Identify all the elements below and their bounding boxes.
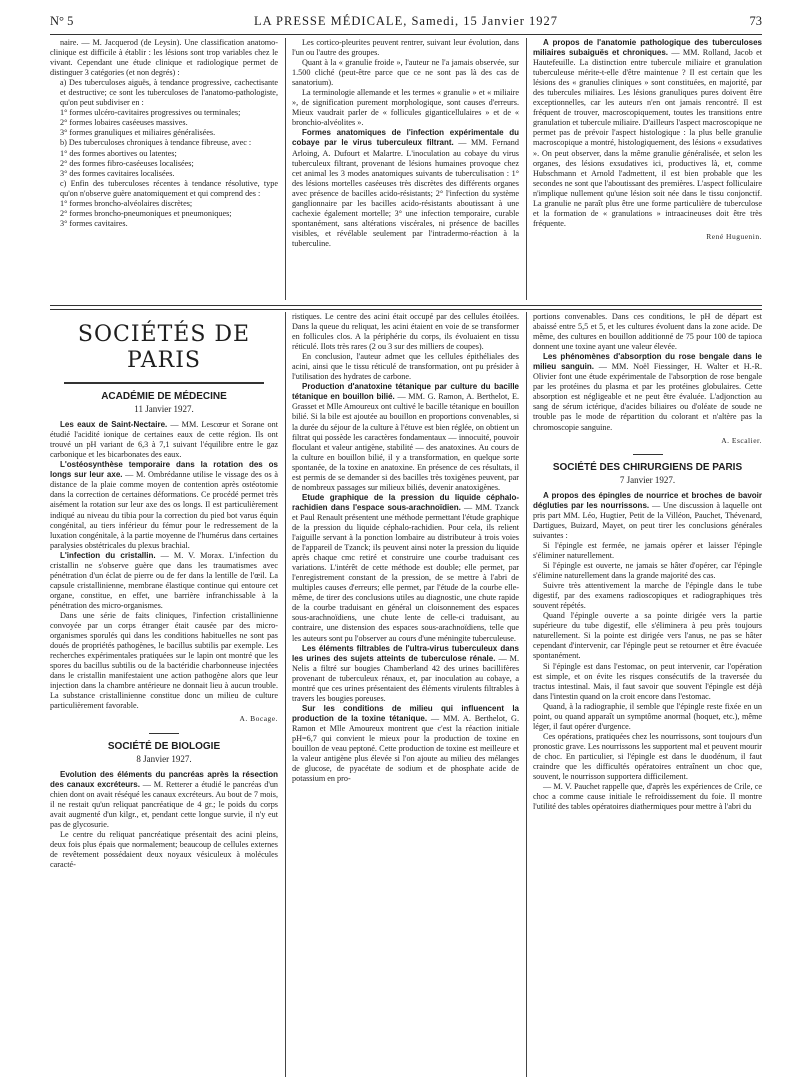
author-signature: A. Escalier. [721, 435, 762, 445]
section-double-rule [50, 305, 762, 310]
paragraph [50, 138, 278, 148]
author-signature: A. Bocage. [239, 714, 278, 724]
paragraph-text: La terminologie allemande et les termes « granulie » et « miliaire », de signification purement morphologique, sont causes d'erreurs. Mieux vaudrait parler de « follicules giganticellulaires » et de « bronchio-alvéolites ». [292, 88, 519, 128]
paragraph [533, 732, 762, 782]
paragraph [50, 108, 278, 118]
paragraph-text: 1° formes ulcéro-cavitaires progressives ou terminales; [60, 108, 241, 118]
header-title: LA PRESSE MÉDICALE, Samedi, 15 Janvier 1927 [253, 14, 559, 28]
article-heading: Evolution des éléments du pancréas après la résection des canaux excréteurs. [50, 769, 278, 789]
paragraph [50, 149, 278, 159]
top-column-3 [533, 38, 762, 300]
paragraph [533, 352, 762, 432]
title-rule [64, 382, 265, 384]
article-heading: Les éléments filtrables de l'ultra-virus tuberculeux dans les urines des sujets atteints de tuberculose rénale. [292, 643, 519, 663]
paragraph [292, 644, 519, 704]
bottom-column-1 [50, 312, 278, 1077]
article-heading: Les phénomènes d'absorption du rose bengale dans le milieu sanguin. [533, 352, 762, 372]
paragraph [533, 662, 762, 702]
separator [633, 454, 663, 455]
paragraph [292, 312, 519, 352]
paragraph [50, 219, 278, 229]
paragraph [50, 179, 278, 199]
bottom-column-2 [292, 312, 519, 1077]
paragraph [533, 541, 762, 561]
paragraph-text: — MM. A. Berthelot, G. Ramon et Mlle Amoureux montrent que c'est la réaction initiale pH=6,7 qui convient le mieux pour la production de toxine en bouillon de veau peptoné. Cette production de toxine est meilleure et la valeur antigène plus élevée si l'on ajoute au milieu des mélanges de glucose, de pyacétate de sodium et de phosphate acide de potassium en pro- [292, 713, 519, 784]
paragraph [50, 830, 278, 870]
paragraph [533, 581, 762, 611]
paragraph [292, 704, 519, 784]
paragraph-text: 3° formes cavitaires. [60, 218, 128, 228]
paragraph [533, 782, 762, 812]
paragraph [50, 118, 278, 128]
paragraph [292, 382, 519, 493]
paragraph-text: Si l'épingle est fermée, ne jamais opérer et laisser l'épingle s'éliminer naturellement. [533, 540, 762, 560]
paragraph-text: b) Des tuberculoses chroniques à tendance fibreuse, avec : [60, 138, 252, 148]
paragraph-text: En conclusion, l'auteur admet que les cellules épithéliales des acini, ainsi que le tissu réticulé de transformation, ont pu présider à l'utilisation des hydrates de carbone. [292, 352, 519, 382]
paragraph-text: — M. V. Pauchet rappelle que, d'après les expériences de Crile, ce choc a comme cause initiale le refroidissement du foie. Il montre l'utilité des tables opératoires diathermiques pour mettre à l'abri du [533, 782, 762, 812]
paragraph [50, 209, 278, 219]
paragraph-text: Le centre du reliquat pancréatique présentait des acini pleins, deux fois plus épais que normalement; beaucoup de cellules externes de revêtement possédaient deux noyaux vésiculeux à molécules caracté- [50, 829, 278, 870]
session-date: 7 Janvier 1927. [619, 474, 676, 485]
paragraph-text: Quand, à la radiographie, il semble que l'épingle reste fixée en un point, ou quand apparaît un symptôme anormal (hoquet, etc.), même léger, il faut opérer d'urgence. [533, 701, 762, 731]
issue-number: N° 5 [50, 14, 74, 28]
society-heading: SOCIÉTÉ DES CHIRURGIENS DE PARIS [552, 461, 743, 473]
paragraph-text: — MM. Lescœur et Sorane ont étudié l'acidité ionique de certaines eaux de cette région. Ils ont trouvé un pH variant de 6,3 à 7,1 suivant l'équilibre entre le gaz carbonique et les bicarbonates des eaux. [50, 420, 278, 460]
paragraph-text: Si l'épingle est ouverte, ne jamais se hâter d'opérer, car l'épingle s'élimine naturellement dans la grande majorité des cas. [533, 561, 762, 581]
session-date: 11 Janvier 1927. [134, 404, 194, 415]
paragraph [50, 159, 278, 169]
paragraph-text: Dans une série de faits cliniques, l'infection cristallinienne convoyée par un corps étranger était causée par des micro-organismes sporulés qui dans les conditions habituelles ne sont pas doués de propriétés pathogènes, le bacillus subtilis par exemple. Les recherches expérimentales pratiquées sur le lapin ont montré que les spores du bacillus subtilis ou de la bactéridie charbonneuse injectées dans le cristallin manifestaient une action pathogène alors que leur injection dans la chambre antérieure ne donnait lieu à aucun trouble. La substance cristallinienne constitue donc un milieu de culture particulièrement favorable. [50, 610, 278, 711]
paragraph-text: a) Des tuberculoses aiguës, à tendance progressive, cachectisante et destructive; ce sont les tuberculoses de l'anatomo-pathologiste, qu'on peut subdiviser en : [60, 78, 278, 108]
paragraph-text: 3° des formes cavitaires localisées. [60, 168, 175, 178]
article-heading: Etude graphique de la pression du liquide céphalo-rachidien dans l'espace sous-arachnoïdien. [292, 492, 519, 512]
paragraph-text: — MM. Tzanck et Paul Renault présentent une méthode permettant l'étude graphique de la pression du liquide céphalo-rachidien. Pour cela, ils relient l'aiguille servant à la ponction lombaire au distributeur à trois voies de l'appareil de Tzanck; ils peuvent ainsi noter la pression du liquide après chaque cmc retiré et construire une courbe traduisant ces variations. L'intérêt de cette méthode est double; elle permet, par l'enregistrement constant de la pression, de se mettre à l'abri de multiples causes d'erreurs; elle permet, par l'étude de la courbe elle-même, de tirer des conclusions utiles au diagnostic, une chute rapide de la courbe traduisant en général un cloisonnement des espaces sous-arachnoïdiens, une chute lente de celle-ci traduisant, au contraire, une distension des espaces sous-arachnoïdiens, telle que les auteurs sont pu l'observer au cours d'une méningite tuberculeuse. [292, 502, 519, 643]
separator [149, 733, 179, 734]
section-title: SOCIÉTÉS DE PARIS [77, 322, 251, 373]
paragraph [533, 702, 762, 732]
paragraph [292, 38, 519, 58]
author-signature: René Huguenin. [706, 231, 762, 241]
paragraph [533, 312, 762, 352]
column-divider [285, 312, 286, 1077]
paragraph [533, 561, 762, 581]
paragraph [50, 128, 278, 138]
article-heading: Les eaux de Saint-Nectaire. [60, 420, 168, 430]
paragraph-text: Quant à la « granulie froide », l'auteur ne l'a jamais observée, sur 1.500 cliché (peut-être parce que ce ne sont pas là des cas de sanatorium). [292, 58, 519, 88]
page-number: 73 [749, 14, 762, 28]
paragraph [50, 770, 278, 830]
paragraph-text: c) Enfin des tuberculoses récentes à tendance résolutive, type qu'on n'observe guère anatomiquement et qui comprend des : [60, 178, 278, 198]
session-date: 8 Janvier 1927. [136, 753, 192, 764]
paragraph-text: — M. Ombrédanne utilise le vissage des os à distance de la plaie comme moyen de contention après ostéotomie dans la correction de certaines déformations. Ce procédé permet très aisément la rotation sur leur axe des os longs. Il est particulièrement indiqué au niveau du tibia pour la correction du pied bot varus équin congénital, au tiers inférieur du fémur pour le redressement de la luxation congénitale, à la partie moyenne de l'humérus dans certaines paralysies obstétricales du plexus brachial. [50, 470, 278, 550]
paragraph-text: Les cortico-pleurites peuvent rentrer, suivant leur évolution, dans l'un ou l'autre des groupes. [292, 38, 519, 58]
article-heading: Formes anatomiques de l'infection expérimentale du cobaye par le virus tuberculeux filtrant. [292, 128, 519, 148]
paragraph [292, 352, 519, 382]
paragraph [50, 169, 278, 179]
column-divider [526, 38, 527, 300]
top-column-2 [292, 38, 519, 300]
paragraph-text: — Une discussion à laquelle ont pris part MM. Léo, Hugtier, Petit de la Villéon, Pauchet, Thévenard, Dartigues, Buizard, Mayet, on peut tirer les conclusions générales suivantes : [533, 500, 762, 540]
paragraph [50, 78, 278, 108]
paragraph-text: — MM. G. Ramon, A. Berthelot, E. Grasset et Mlle Amoureux ont cultivé le bacille tétanique en bouillon bilié. Si la bile est ajoutée au bouillon en proportions convenables, si la durée du séjour de la culture à l'étuve est bien réglée, on obtient un filtrat qui possède les caractères fondamentaux — innocuité, pouvoir floculant et valeur antigène, stabilité — des anatoxines. Au cours de la culture en bouillon bilié, il y a transformation, en quelque sorte spontanée, de la toxine en anatoxine. En présence de ces résultats, il est permis de se demander si des bacilles très toxigènes peuvent, par de nombreux passages sur milieux biliés, devenir anatoxigènes. [292, 392, 519, 492]
paragraph-text: Ces opérations, pratiquées chez les nourrissons, sont toujours d'un pronostic grave. Les nourrissons les supportent mal et peuvent mourir de choc. En particulier, si l'épingle est dans le duodénum, il faut craindre que les difficultés opératoires entraînent un choc que, souvent, le nourrisson supportera difficilement. [533, 731, 762, 782]
paragraph [50, 420, 278, 460]
article-heading: L'infection du cristallin. [60, 550, 156, 560]
article-heading: L'ostéosynthèse temporaire dans la rotation des os longs sur leur axe. [50, 460, 278, 480]
page-header [50, 10, 762, 34]
paragraph-text: — M. Retterer a étudié le pancréas d'un chien dont on avait réséqué les canaux excréteurs. Au bout de 7 mois, il ne restait qu'un reliquat pancréatique de 4 gr.; le poids du corps avait augmenté d'un kilgr., et, pendant cette longue survie, il n'y eut pas de glycosurie. [50, 779, 278, 829]
paragraph-text: Si l'épingle est dans l'estomac, on peut intervenir, car l'opération est simple, et on évite les risques consécutifs de la traversée du tractus intestinal. Mais, il faut savoir que souvent l'épingle est déjà dans l'intestin quand on la croit encore dans l'estomac. [533, 661, 762, 701]
paragraph [292, 493, 519, 644]
paragraph-text: Quand l'épingle ouverte a sa pointe dirigée vers la partie supérieure du tube digestif, elle s'éliminera à peu près toujours naturellement. Si la pointe est dirigée vers l'anus, ne pas se hâter cependant d'intervenir, car l'épingle peut se retourner et être évacuée spontanément. [533, 611, 762, 661]
paragraph-text: naire. — M. Jacquerod (de Leysin). Une classification anatomo-clinique est difficile à établir : les lésions sont trop variables chez le vivant. Cependant une étude clinique et radiologique permet de distinguer 3 catégories (et non degrés) : [50, 38, 278, 78]
paragraph-text: 1° formes broncho-alvéolaires discrètes; [60, 198, 193, 208]
paragraph-text: — MM. Rolland, Jacob et Hautefeuille. La distinction entre tubercule miliaire et granulation tuberculeuse mérite-t-elle d'être maintenue ? Il est certain que les lésions des « granulies cliniques » sont constituées, en majorité, par des tubercules miliaires. Les lésions granuliques pures doivent être exceptionnelles, car les auteurs n'en ont jamais rencontré. Il est fréquent de trouver, macroscopiquement, toutes les transitions entre granulation et tubercule miliaire. D'ailleurs l'aspect macroscopique ne permet pas de prévoir l'aspect histologique : la plus belle granulie macroscopique a montré, histologiquement, des lésions « exsudatives ». On peut observer, dans la même granulie généralisée, et selon les organes, des lésions exsudatives ici, productives là, et, comme Hubschmann et Arnold l'admettent, il est bien probable que les secondes ne sont que l'aboutissant des premières. L'aspect folliculaire n'implique nullement qu'une lésion soit née dans le tissu conjonctif. La granulie ne paraît plus être une forme particulière de tuberculose et la formation de « granulations » intraacineuses doit être très fréquente. [533, 48, 762, 228]
paragraph [292, 128, 519, 249]
bottom-column-3 [533, 312, 762, 1077]
paragraph-text: 3° formes granuliques et miliaires généralisées. [60, 128, 216, 138]
column-divider [526, 312, 527, 1077]
paragraph [50, 38, 278, 78]
article-heading: Sur les conditions de milieu qui influencent la production de la toxine tétanique. [292, 703, 519, 723]
paragraph-text: — MM. Noël Fiessinger, H. Walter et H.-R. Olivier font une étude expérimentale de l'absorption de rose bengale par les protéines du plasma et par les protéines globulaires. Cette absorption est négligeable et ne peut être évaluée. L'adjonction au sang de sérum ictérique, d'acides biliaires ou d'oléate de soude ne trouble pas le mode de répartition du colorant et n'altère pas la chromoscopie sanguine. [533, 362, 762, 432]
paragraph-text: — M. Nelis a filtré sur bougies Chamberland 42 des urines bacillifères provenant de tuberculeux rénaux, et, par inoculation au cobaye, a montré que ces urines présentaient des éléments virulents filtrables à travers les bougies poreuses. [292, 653, 519, 703]
header-rule [50, 34, 762, 35]
paragraph-text: Suivre très attentivement la marche de l'épingle dans le tube digestif, par des examens radioscopiques et radiographiques très souvent répétés. [533, 581, 762, 611]
paragraph-text: 1° des formes abortives ou latentes; [60, 148, 177, 158]
top-column-1 [50, 38, 278, 300]
paragraph [533, 491, 762, 541]
paragraph [292, 58, 519, 88]
paragraph-text: 2° formes lobaires caséeuses massives. [60, 118, 188, 128]
paragraph [533, 38, 762, 229]
paragraph [50, 611, 278, 711]
paragraph-text: — MM. Fernand Arloing, A. Dufourt et Malartre. L'inoculation au cobaye du virus tuberculeux filtrant, provenant de lésions humaines provoque chez cet animal les 3 modes anatomiques suivants de tuberculisation : 1° des lésions mortelles caséeuses très discrètes des différents organes avec présence de bacilles acido-résistants; 2° l'infection du système ganglionnaire par les bacilles acido-résistants aboutissant à une cachexie également mortelle; 3° une infection temporaire, curable spontanément, sans altérations viscérales, ni présence de bacilles visibles, et révélable seulement par l'intradermo-réaction à la tuberculine. [292, 138, 519, 248]
paragraph-text: 2° formes broncho-pneumoniques et pneumoniques; [60, 208, 232, 218]
article-heading: Production d'anatoxine tétanique par culture du bacille tétanique en bouillon bilié. [292, 382, 519, 402]
article-heading: A propos de l'anatomie pathologique des tuberculoses miliaires subaiguës et chroniques. [533, 38, 762, 58]
paragraph [533, 611, 762, 661]
society-heading: SOCIÉTÉ DE BIOLOGIE [107, 740, 221, 752]
paragraph-text: — M. V. Morax. L'infection du cristallin ne s'observe guère que dans les traumatismes avec pénétration d'un éclat de pierre ou de fer dans la lentille de l'œil. La capsule cristallinienne, membrane élastique continue qui entoure cet organe, constitue, en effet, une barrière infranchissable à la pénétration des micro-organismes. [50, 550, 278, 610]
article-heading: A propos des épingles de nourrice et broches de bavoir dégluties par les nourrissons. [533, 490, 762, 510]
column-divider [285, 38, 286, 300]
paragraph [50, 551, 278, 611]
paragraph-text: ristiques. Le centre des acini était occupé par des cellules étoilées. Dans la queue du reliquat, les acini étaient en voie de se transformer en follicules clos. A la périphérie du corps, ils évoluaient en tissu réticulé. Ilots très rares (2 ou 3 sur des milliers de coupes). [292, 312, 519, 352]
paragraph [292, 88, 519, 128]
society-heading: ACADÉMIE DE MÉDECINE [101, 391, 227, 402]
paragraph-text: portions convenables. Dans ces conditions, le pH de départ est abaissé entre 5,5 et 5, et les cultures évoluent dans la zone acide. De même, des cultures en bouillon additionné de 75 pour 100 de tapioca donnent une toxine ayant une valeur élevée. [533, 312, 762, 352]
paragraph [50, 460, 278, 550]
paragraph [50, 199, 278, 209]
paragraph-text: 2° des formes fibro-caséeuses localisées; [60, 158, 194, 168]
